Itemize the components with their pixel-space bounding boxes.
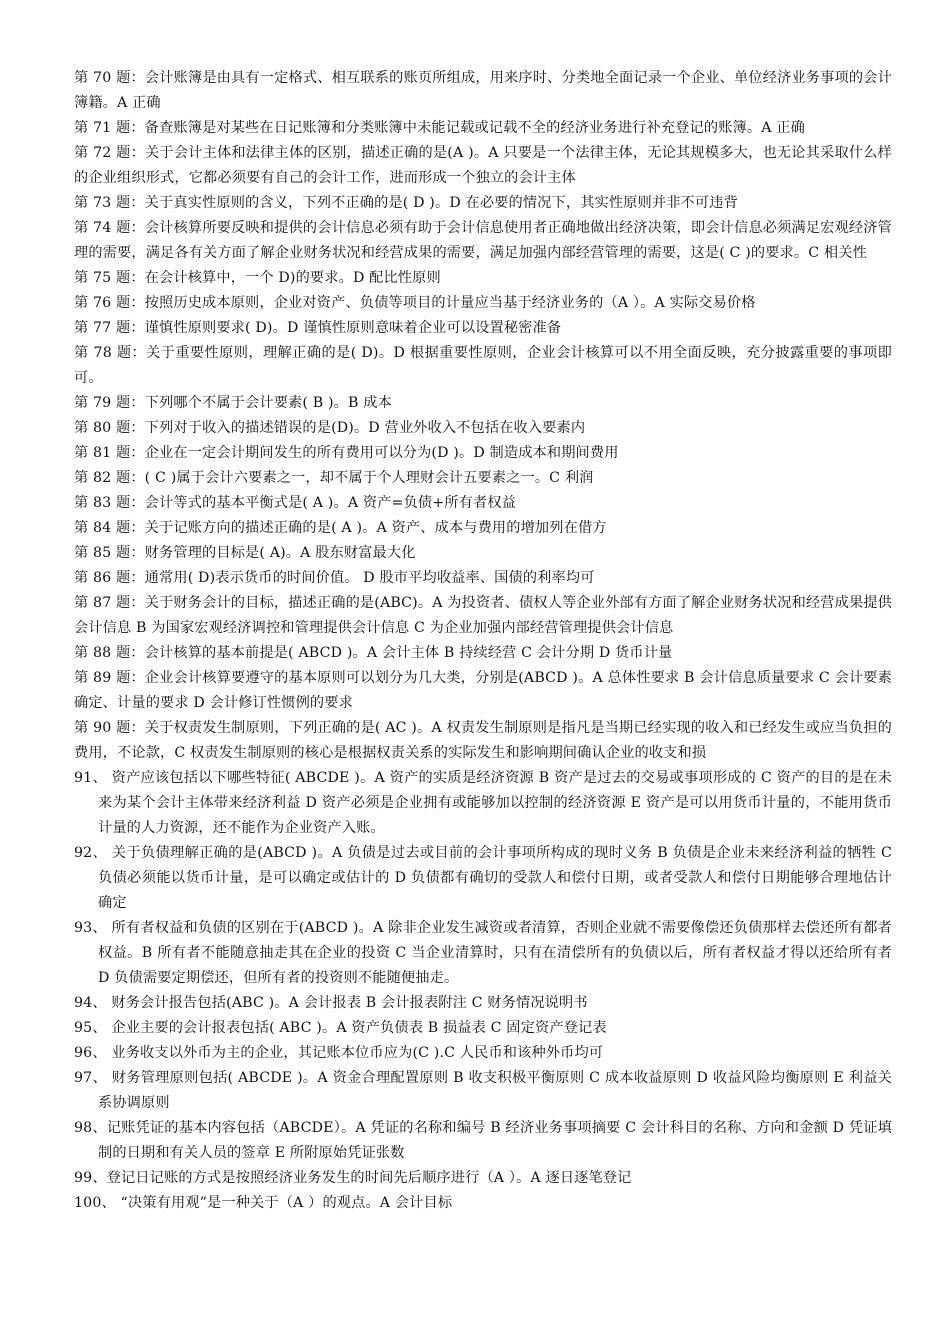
question-92: 92、 关于负债理解正确的是(ABCD )。A 负债是过去或目前的会计事项所构成的现时义务 B 负债是企业未来经济利益的牺牲 C 负债必须能以货币计量，是可以确定或估计的 D 负债都有确切的受款人和偿付日期，或者受款人和偿付日期能够合理地估计确定 [74, 845, 892, 911]
document-page [74, 66, 892, 1216]
question-88: 第 88 题：会计核算的基本前提是( ABCD )。A 会计主体 B 持续经营 C 会计分期 D 货币计量 [74, 645, 673, 661]
question-74: 第 74 题：会计核算所要反映和提供的会计信息必须有助于会计信息使用者正确地做出经济决策，即会计信息必须满足宏观经济管理的需要，满足各有关方面了解企业财务状况和经营成果的需要，满足加强内部经营管理的需要，这是( C )的要求。C 相关性 [74, 220, 892, 261]
question-91: 91、 资产应该包括以下哪些特征( ABCDE )。A 资产的实质是经济资源 B 资产是过去的交易或事项形成的 C 资产的目的是在未来为某个会计主体带来经济利益 D 资产必须是企业拥有或能够加以控制的经济资源 E 资产是可以用货币计量的，不能用货币计量的人力资源，还不能作为企业资产入账。 [74, 770, 892, 836]
question-76: 第 76 题：按照历史成本原则，企业对资产、负债等项目的计量应当基于经济业务的（A ）。A 实际交易价格 [74, 295, 756, 311]
question-71: 第 71 题：备查账簿是对某些在日记账簿和分类账簿中未能记载或记载不全的经济业务进行补充登记的账簿。A 正确 [74, 120, 805, 136]
question-82: 第 82 题：( C )属于会计六要素之一，却不属于个人理财会计五要素之一。C 利润 [74, 470, 594, 486]
question-80: 第 80 题：下列对于收入的描述错误的是(D)。D 营业外收入不包括在收入要素内 [74, 420, 586, 436]
question-98: 98、记账凭证的基本内容包括（ABCDE）。A 凭证的名称和编号 B 经济业务事项摘要 C 会计科目的名称、方向和金额 D 凭证填制的日期和有关人员的签章 E 所附原始凭证张数 [74, 1120, 892, 1161]
question-84: 第 84 题：关于记账方向的描述正确的是( A )。A 资产、成本与费用的增加列在借方 [74, 520, 607, 536]
question-100: 100、 “决策有用观”是一种关于（A ）的观点。A 会计目标 [74, 1195, 453, 1211]
question-78: 第 78 题：关于重要性原则，理解正确的是( D)。D 根据重要性原则，企业会计核算可以不用全面反映，充分披露重要的事项即可。 [74, 345, 892, 386]
question-90: 第 90 题：关于权责发生制原则，下列正确的是( AC )。A 权责发生制原则是指凡是当期已经实现的收入和已经发生或应当负担的费用，不论款，C 权责发生制原则的核心是根据权责关系的实际发生和影响期间确认企业的收支和损 [74, 720, 892, 761]
question-83: 第 83 题：会计等式的基本平衡式是( A )。A 资产=负债+所有者权益 [74, 495, 516, 511]
question-79: 第 79 题：下列哪个不属于会计要素( B )。B 成本 [74, 395, 392, 411]
question-81: 第 81 题：企业在一定会计期间发生的所有费用可以分为(D )。D 制造成本和期间费用 [74, 445, 619, 461]
question-85: 第 85 题：财务管理的目标是( A)。A 股东财富最大化 [74, 545, 416, 561]
question-95: 95、 企业主要的会计报表包括( ABC )。A 资产负债表 B 损益表 C 固定资产登记表 [74, 1020, 607, 1036]
question-96: 96、 业务收支以外币为主的企业，其记账本位币应为(C ).C 人民币和该种外币均可 [74, 1045, 604, 1061]
question-89: 第 89 题：企业会计核算要遵守的基本原则可以划分为几大类，分别是(ABCD )。A 总体性要求 B 会计信息质量要求 C 会计要素确定、计量的要求 D 会计修订性惯例的要求 [74, 670, 892, 711]
question-86: 第 86 题：通常用( D)表示货币的时间价值。 D 股市平均收益率、国债的利率均可 [74, 570, 595, 586]
question-70: 第 70 题：会计账簿是由具有一定格式、相互联系的账页所组成，用来序时、分类地全面记录一个企业、单位经济业务事项的会计簿籍。A 正确 [74, 70, 892, 111]
question-87: 第 87 题：关于财务会计的目标，描述正确的是(ABC)。A 为投资者、债权人等企业外部有方面了解企业财务状况和经营成果提供会计信息 B 为国家宏观经济调控和管理提供会计信息 C 为企业加强内部经营管理提供会计信息 [74, 595, 892, 636]
question-77: 第 77 题：谨慎性原则要求( D)。D 谨慎性原则意味着企业可以设置秘密准备 [74, 320, 562, 336]
question-75: 第 75 题：在会计核算中，一个 D)的要求。D 配比性原则 [74, 270, 441, 286]
question-94: 94、 财务会计报告包括(ABC )。A 会计报表 B 会计报表附注 C 财务情况说明书 [74, 995, 588, 1011]
question-72: 第 72 题：关于会计主体和法律主体的区别，描述正确的是(A )。A 只要是一个法律主体，无论其规模多大，也无论其采取什么样的企业组织形式，它都必须要有自己的会计工作，进而形成一个独立的会计主体 [74, 145, 892, 186]
question-97: 97、 财务管理原则包括( ABCDE )。A 资金合理配置原则 B 收支积极平衡原则 C 成本收益原则 D 收益风险均衡原则 E 利益关系协调原则 [74, 1070, 892, 1111]
question-93: 93、 所有者权益和负债的区别在于(ABCD )。A 除非企业发生减资或者清算，否则企业就不需要像偿还负债那样去偿还所有都者权益。B 所有者不能随意抽走其在企业的投资 C 当企业清算时，只有在清偿所有的负债以后，所有者权益才得以还给所有者 D 负债需要定期偿还，但所有者的投资则不能随便抽走。 [74, 920, 892, 986]
question-73: 第 73 题：关于真实性原则的含义，下列不正确的是( D )。D 在必要的情况下，其实性原则并非不可违背 [74, 195, 738, 211]
question-99: 99、登记日记账的方式是按照经济业务发生的时间先后顺序进行（A ）。A 逐日逐笔登记 [74, 1170, 632, 1186]
